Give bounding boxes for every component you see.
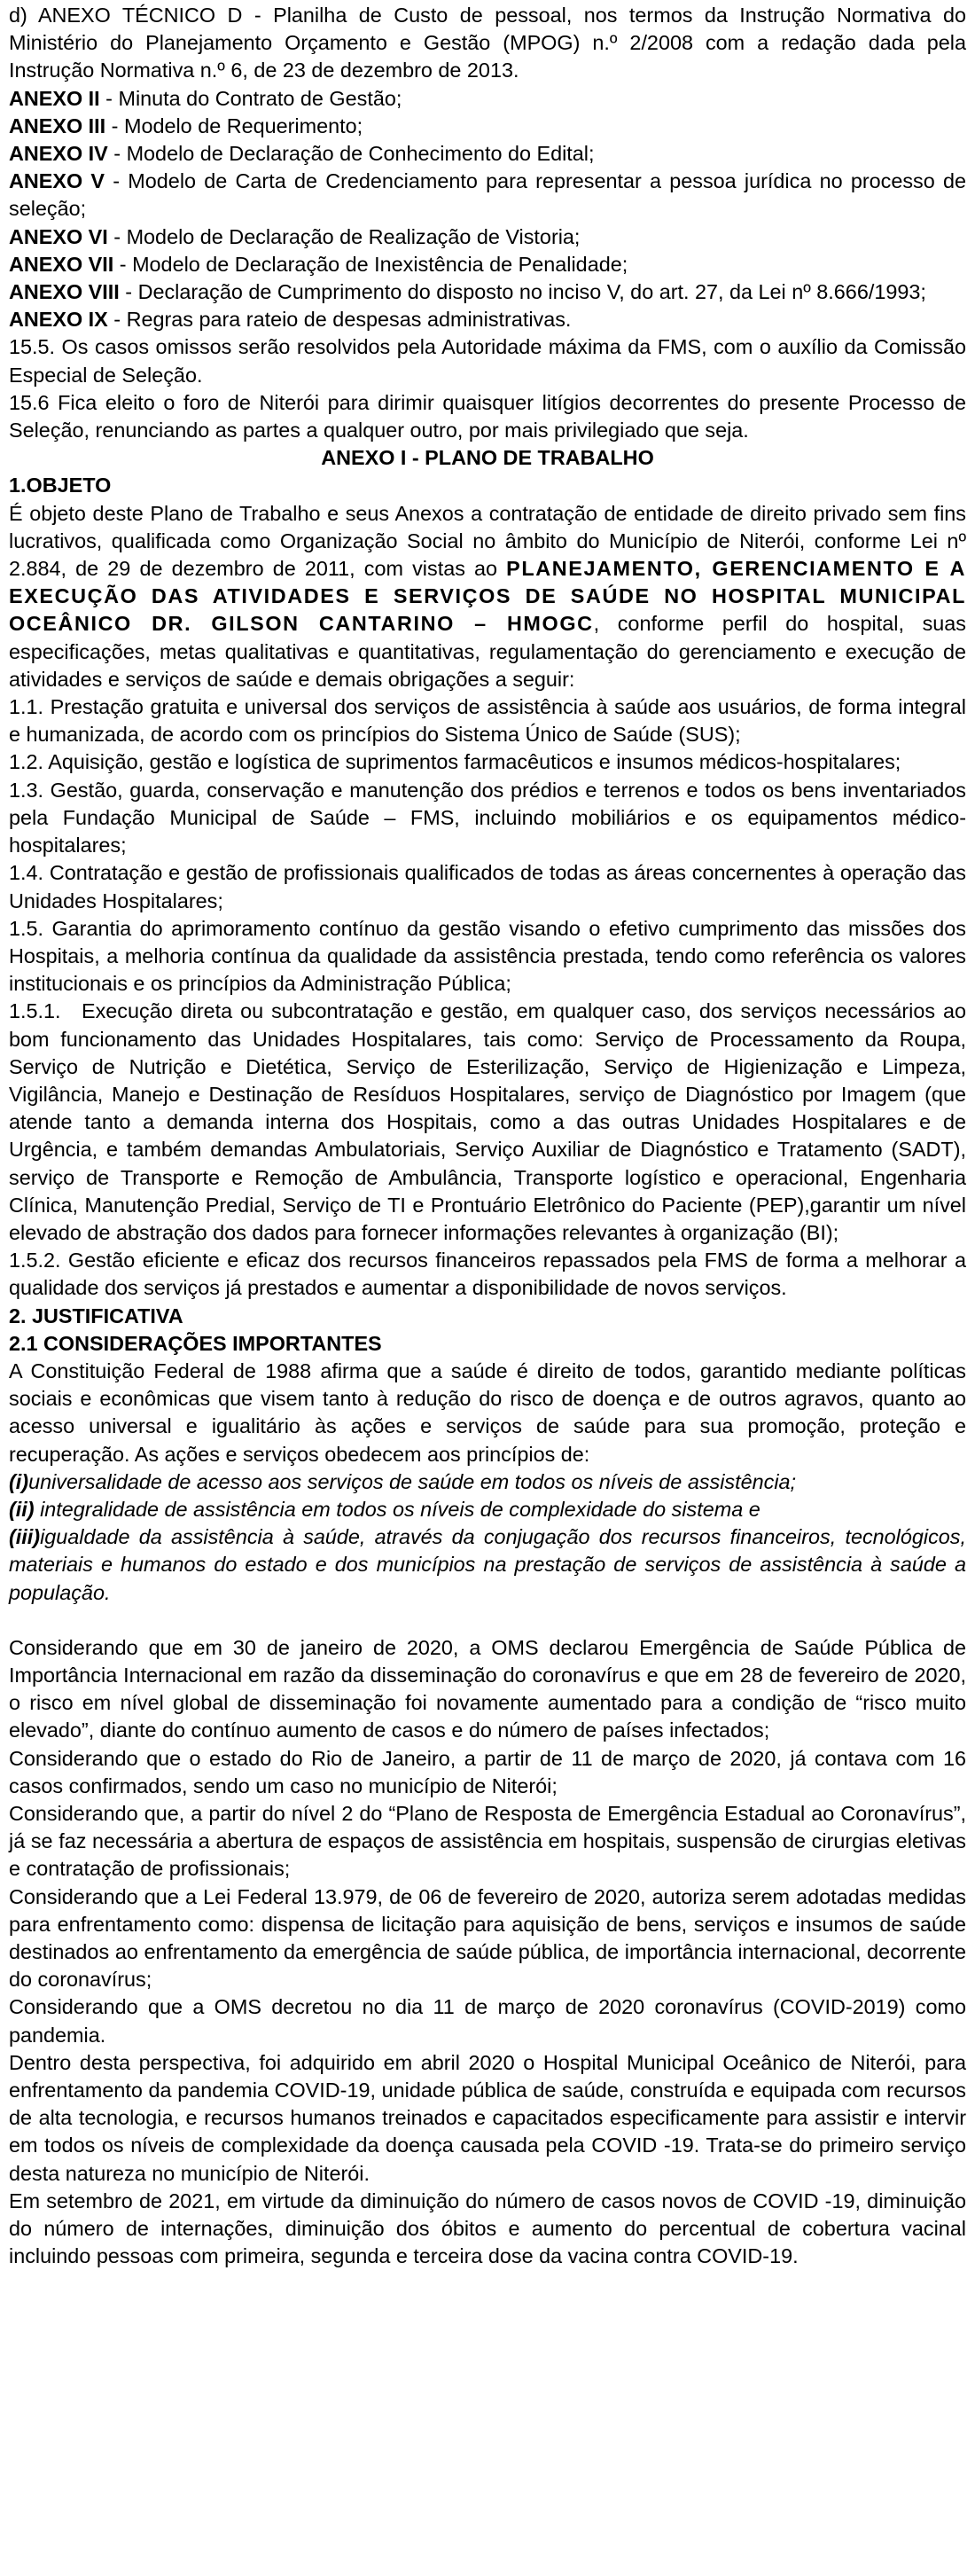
item-1-5-2: 1.5.2. Gestão eficiente e eficaz dos recursos financeiros repassados pela FMS de forma a melhorar a qualidade dos serviços já prestados e aumentar a disponibilidade de novos serviços. (9, 1249, 966, 1300)
item-1-5-1 (9, 998, 966, 1247)
annex-text: - Modelo de Declaração de Conhecimento do Edital; (107, 142, 595, 166)
objeto-paragraph (9, 500, 966, 693)
annex-vii-item (9, 251, 966, 278)
clause-15-6: 15.6 Fica eleito o foro de Niterói para dirimir quaisquer litígios decorrentes do presente Processo de Seleção, renunciando as partes a qualquer outro, por mais privilegiado que seja. (9, 390, 966, 442)
annex-v-item (9, 168, 966, 223)
principle-i (9, 1468, 966, 1496)
annex-label: ANEXO VI (9, 224, 108, 248)
annex-text: - Modelo de Carta de Credenciamento para representar a pessoa jurídica no processo de seleção; (9, 169, 967, 221)
considerando-rio-casos: Considerando que o estado do Rio de Janeiro, a partir de 11 de março de 2020, já contava com 16 casos confirmados, sendo um caso no município de Niterói; (9, 1746, 966, 1797)
annex-text: - Modelo de Requerimento; (105, 114, 363, 137)
item-1-2: 1.2. Aquisição, gestão e logística de suprimentos farmacêuticos e insumos médicos-hospitalares; (9, 750, 901, 774)
principle-number: (ii) (9, 1497, 35, 1521)
objeto-bold-title: PLANEJAMENTO, GERENCIAMENTO E A EXECUÇÃO DAS ATIVIDADES E SERVIÇOS DE SAÚDE NO HOSPITAL MUNICIPAL OCEÂNICO DR. GILSON CANTARINO – HMOGC (9, 557, 966, 636)
considerando-lei-13979: Considerando que a Lei Federal 13.979, de 06 de fevereiro de 2020, autoriza serem adotadas medidas para enfrentamento como: dispensa de licitação para aquisição de bens, serviços e insumos de saúde destinados ao enfrentamento da emergência de saúde pública, de importância internacional, decorrente do coronavírus; (9, 1884, 966, 1992)
annex-text: - Modelo de Declaração de Realização de Vistoria; (107, 224, 581, 248)
annex-text: - Minuta do Contrato de Gestão; (99, 86, 402, 110)
annex-text: - Regras para rateio de despesas administrativas. (107, 308, 572, 332)
annex-label: ANEXO VIII (9, 280, 120, 304)
annex-ix-item (9, 306, 966, 333)
annex-label: ANEXO II (9, 86, 100, 110)
annex-iv-item (9, 140, 966, 168)
principle-iii (9, 1523, 966, 1607)
principle-text: universalidade de acesso aos serviços de saúde em todos os níveis de assistência; (28, 1469, 797, 1493)
annex-text: - Modelo de Declaração de Inexistência de Penalidade; (113, 252, 628, 276)
annex-label: ANEXO V (9, 169, 105, 193)
principle-number: (i) (9, 1469, 29, 1493)
section-justificativa-heading: 2. JUSTIFICATIVA (9, 1304, 183, 1327)
annex-label: ANEXO IX (9, 308, 108, 332)
annex-i-title: ANEXO I - PLANO DE TRABALHO (321, 446, 654, 470)
clause-15-5: 15.5. Os casos omissos serão resolvidos pela Autoridade máxima da FMS, com o auxílio da Comissão Especial de Seleção. (9, 335, 966, 387)
objeto-tail: , conforme perfil do hospital, suas especificações, metas qualitativas e quantitativas, regulamentação do gerenciamento e execução de atividades e serviços de saúde e demais obrigações a seguir: (9, 612, 966, 691)
annex-label: ANEXO VII (9, 252, 114, 276)
annex-label: ANEXO IV (9, 142, 108, 166)
considerando-plano-resposta: Considerando que, a partir do nível 2 do “Plano de Resposta de Emergência Estadual ao Coronavírus”, já se faz necessária a abertura de espaços de assistência em hospitais, suspensão de cirurgias eletivas e contratação de profissionais; (9, 1802, 966, 1881)
annex-ii-item (9, 85, 966, 113)
item-number: 1.5.1. (9, 999, 61, 1023)
item-1-4: 1.4. Contratação e gestão de profissionais qualificados de todas as áreas concernentes à operação das Unidades Hospitalares; (9, 861, 966, 912)
item-1-5: 1.5. Garantia do aprimoramento contínuo da gestão visando o efetivo cumprimento das missões dos Hospitais, a melhoria contínua da qualidade da assistência prestada, tendo como referência os valores institucionais e os princípios da Administração Pública; (9, 916, 966, 996)
principle-number: (iii) (9, 1525, 41, 1549)
annex-viii-item (9, 278, 966, 306)
section-consideracoes-heading: 2.1 CONSIDERAÇÕES IMPORTANTES (9, 1331, 382, 1355)
considerando-oms-emergencia: Considerando que em 30 de janeiro de 2020, a OMS declarou Emergência de Saúde Pública de Importância Internacional em razão da disseminação do coronavírus e que em 28 de fevereiro de 2020, o risco em nível global de disseminação foi novamente aumentado para a condição de “risco muito elevado”, diante do contínuo aumento de casos e do número de países infectados; (9, 1635, 966, 1742)
principle-text: igualdade da assistência à saúde, através da conjugação dos recursos financeiros, tecnológicos, materiais e humanos do estado e dos municípios na prestação de serviços de assistência à saúde a população. (9, 1525, 966, 1604)
annex-text: - Declaração de Cumprimento do disposto no inciso V, do art. 27, da Lei nº 8.666/1993; (119, 280, 926, 304)
principle-ii (9, 1496, 966, 1523)
setembro-2021-paragraph: Em setembro de 2021, em virtude da diminuição do número de casos novos de COVID -19, diminuição do número de internações, diminuição dos óbitos e aumento do percentual de cobertura vacinal incluindo pessoas com primeira, segunda e terceira dose da vacina contra COVID-19. (9, 2188, 966, 2268)
considerando-pandemia: Considerando que a OMS decretou no dia 11 de março de 2020 coronavírus (COVID-2019) como pandemia. (9, 1995, 966, 2047)
constitution-paragraph: A Constituição Federal de 1988 afirma que a saúde é direito de todos, garantido mediante políticas sociais e econômicas que visem tanto à redução do risco de doença e de outros agravos, quanto ao acesso universal e igualitário às ações e serviços de saúde para sua promoção, proteção e recuperação. As ações e serviços obedecem aos princípios de: (9, 1358, 966, 1466)
item-text: Execução direta ou subcontratação e gestão, em qualquer caso, dos serviços necessários ao bom funcionamento das Unidades Hospitalares, tais como: Serviço de Processamento da Roupa, Serviço de Nutrição e Dietética, Serviço de Esterilização, Serviço de Higienização e Limpeza, Vigilância, Manejo e Destinação de Resíduos Hospitalares, serviço de Diagnóstico por Imagem (que atende tanto a demanda interna dos Hospitais, como a das outras Unidades Hospitalares e de Urgência, e também demandas Ambulatoriais, Serviço Auxiliar de Diagnóstico e Tratamento (SADT), serviço de Transporte e Remoção de Ambulância, Transporte logístico e operacional, Engenharia Clínica, Manutenção Predial, Serviço de TI e Prontuário Eletrônico do Paciente (PEP),garantir um nível elevado de abstração dos dados para fornecer informações relevantes à organização (BI); (9, 999, 966, 1244)
annex-vi-item (9, 223, 966, 251)
annex-iii-item (9, 113, 966, 140)
annex-label: ANEXO III (9, 114, 106, 137)
annex-d-paragraph: d) ANEXO TÉCNICO D - Planilha de Custo de pessoal, nos termos da Instrução Normativa do Ministério do Planejamento Orçamento e Gestão (MPOG) n.º 2/2008 com a redação dada pela Instrução Normativa n.º 6, de 23 de dezembro de 2013. (9, 4, 966, 82)
section-objeto-heading: 1.OBJETO (9, 474, 112, 497)
objeto-intro: É objeto deste Plano de Trabalho e seus Anexos a contratação de entidade de direito privado sem fins lucrativos, qualificada como Organização Social no âmbito do Município de Niterói, conforme Lei nº 2.884, de 29 de dezembro de 2011, com vistas ao (9, 501, 966, 581)
item-1-3: 1.3. Gestão, guarda, conservação e manutenção dos prédios e terrenos e todos os bens inventariados pela Fundação Municipal de Saúde – FMS, incluindo mobiliários e os equipamentos médico-hospitalares; (9, 778, 966, 857)
item-1-1: 1.1. Prestação gratuita e universal dos serviços de assistência à saúde aos usuários, de forma integral e humanizada, de acordo com os princípios do Sistema Único de Saúde (SUS); (9, 695, 966, 747)
blank-line (9, 1607, 966, 1634)
principle-text: integralidade de assistência em todos os níveis de complexidade do sistema e (34, 1497, 760, 1521)
hospital-oceanico-paragraph: Dentro desta perspectiva, foi adquirido em abril 2020 o Hospital Municipal Oceânico de Niterói, para enfrentamento da pandemia COVID-19, unidade pública de saúde, construída e equipada com recursos de alta tecnologia, e recursos humanos treinados e capacitados especificamente para assistir e intervir em todos os níveis de complexidade da doença causada pela COVID -19. Trata-se do primeiro serviço desta natureza no município de Niterói. (9, 2050, 966, 2185)
